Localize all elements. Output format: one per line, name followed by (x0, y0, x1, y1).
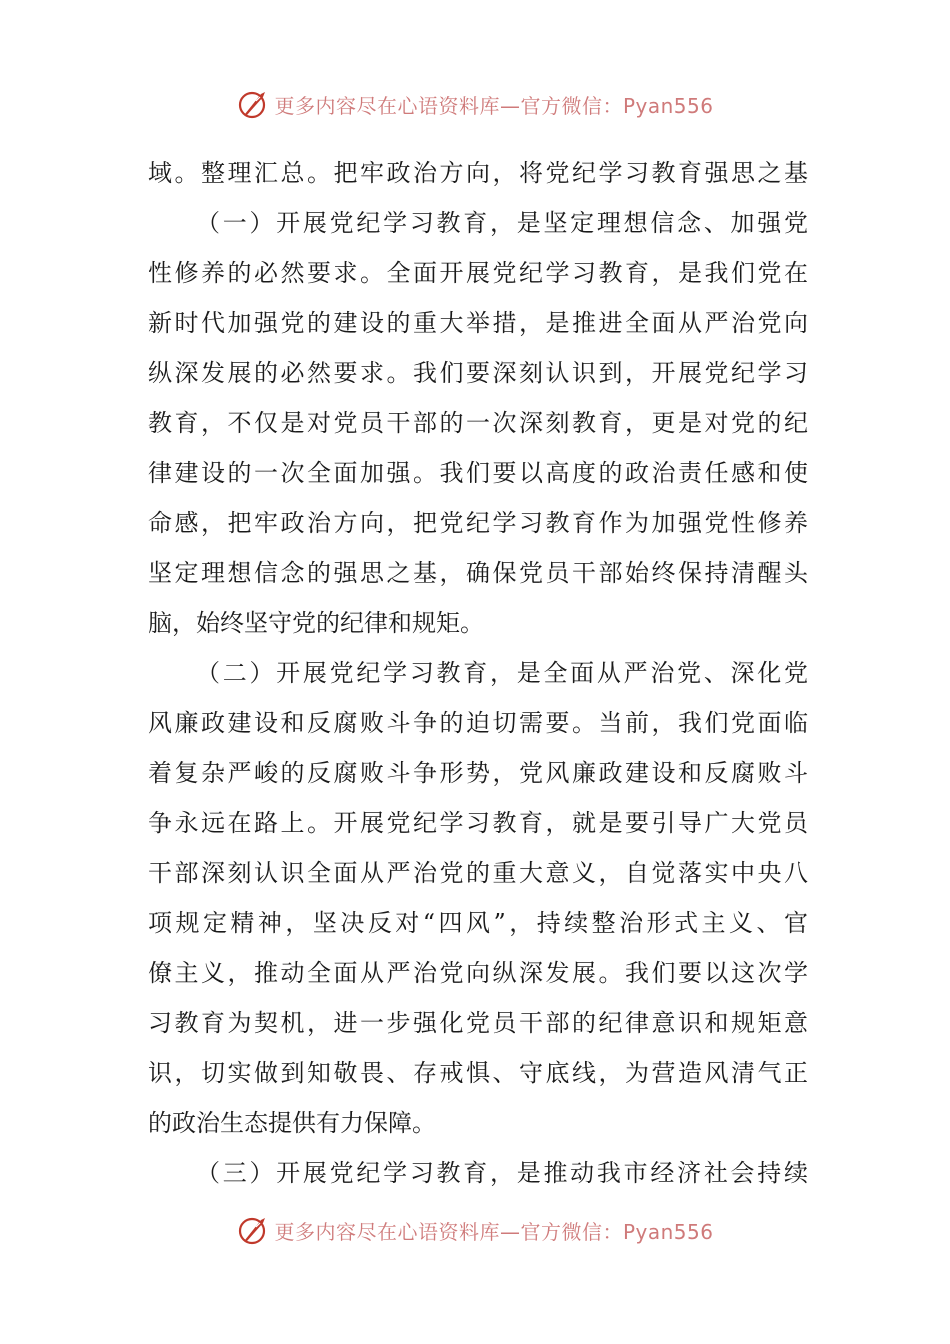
body-line: 识，切实做到知敬畏、存戒惧、守底线，为营造风清气正 (148, 1059, 808, 1087)
body-line: 争永远在路上。开展党纪学习教育，就是要引导广大党员 (148, 809, 808, 837)
body-line: 干部深刻认识全面从严治党的重大意义，自觉落实中央八 (148, 859, 808, 887)
body-line: 命感，把牢政治方向，把党纪学习教育作为加强党性修养 (148, 509, 808, 537)
header-banner-text: 更多内容尽在心语资料库—官方微信：Pyan556 (274, 93, 714, 118)
document-body (148, 148, 808, 1198)
body-line: 风廉政建设和反腐败斗争的迫切需要。当前，我们党面临 (148, 709, 808, 737)
body-line: 教育，不仅是对党员干部的一次深刻教育，更是对党的纪 (148, 409, 808, 437)
body-line: 性修养的必然要求。全面开展党纪学习教育，是我们党在 (148, 259, 808, 287)
body-line: 的政治生态提供有力保障。 (148, 1109, 436, 1137)
footer-banner (0, 1210, 950, 1250)
body-line: 纵深发展的必然要求。我们要深刻认识到，开展党纪学习 (148, 359, 808, 387)
body-line: 着复杂严峻的反腐败斗争形势，党风廉政建设和反腐败斗 (148, 759, 808, 787)
body-line: 坚定理想信念的强思之基，确保党员干部始终保持清醒头 (148, 559, 808, 587)
body-line: （三）开展党纪学习教育，是推动我市经济社会持续 (196, 1159, 808, 1187)
body-line: 习教育为契机，进一步强化党员干部的纪律意识和规矩意 (148, 1009, 808, 1037)
body-line: 律建设的一次全面加强。我们要以高度的政治责任感和使 (148, 459, 808, 487)
quill-pen-logo-icon (236, 1213, 270, 1247)
body-line: （二）开展党纪学习教育，是全面从严治党、深化党 (196, 659, 808, 687)
body-line: 项规定精神，坚决反对“四风”，持续整治形式主义、官 (148, 909, 808, 937)
body-line: （一）开展党纪学习教育，是坚定理想信念、加强党 (196, 209, 808, 237)
body-line: 脑，始终坚守党的纪律和规矩。 (148, 609, 484, 637)
body-line: 新时代加强党的建设的重大举措，是推进全面从严治党向 (148, 309, 808, 337)
header-banner (0, 84, 950, 124)
body-line: 域。整理汇总。把牢政治方向，将党纪学习教育强思之基 (148, 159, 808, 187)
quill-pen-logo-icon (236, 87, 270, 121)
body-line: 僚主义，推动全面从严治党向纵深发展。我们要以这次学 (148, 959, 808, 987)
footer-banner-text: 更多内容尽在心语资料库—官方微信：Pyan556 (274, 1219, 714, 1244)
